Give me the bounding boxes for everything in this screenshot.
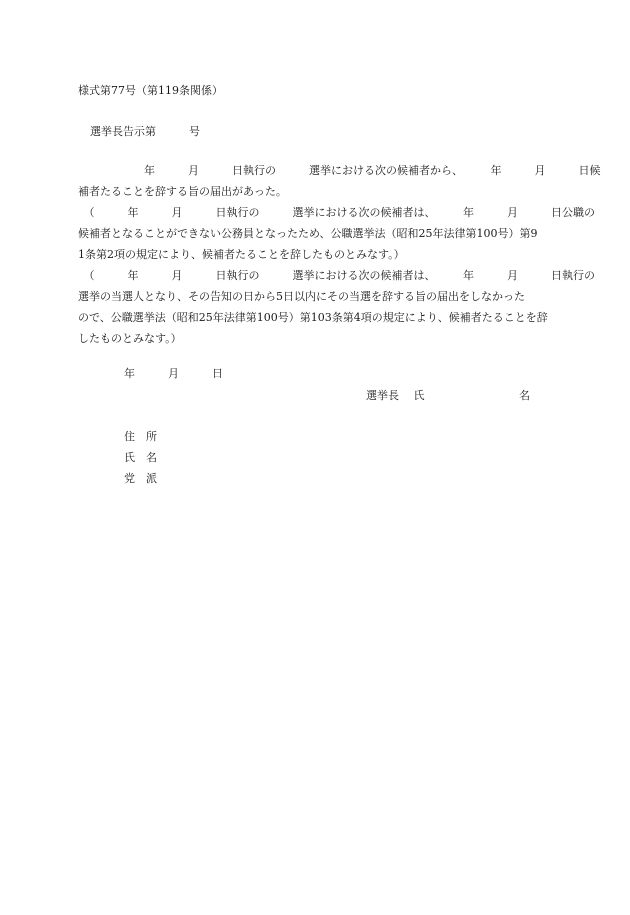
paragraph-withdrawal-notice xyxy=(78,160,601,202)
paragraph3-line4: したものとみなす。） xyxy=(78,332,182,345)
date-line: 年 月 日 xyxy=(124,367,223,380)
paragraph2-line2: 候補者となることができない公務員となったため、公職選挙法（昭和25年法律第100号）第9 xyxy=(78,227,538,240)
form-title: 様式第77号（第119条関係） xyxy=(78,84,223,97)
paragraph2-line1: （ 年 月 日執行の 選挙における次の候補者は、 年 月 日公職の xyxy=(78,206,595,219)
paragraph3-line2: 選挙の当選人となり、その告知の日から5日以内にその当選を辞する旨の届出をしなかった xyxy=(78,290,525,303)
paragraph-elected-elsewhere xyxy=(78,265,595,349)
field-party-label: 党 派 xyxy=(124,472,157,485)
paragraph1-line1: 年 月 日執行の 選挙における次の候補者から、 年 月 日候 xyxy=(78,164,601,177)
notice-number: 選挙長告示第 号 xyxy=(90,125,200,138)
paragraph2-line3: 1条第2項の規定により、候補者たることを辞したものとみなす。） xyxy=(78,248,405,261)
paragraph3-line1: （ 年 月 日執行の 選挙における次の候補者は、 年 月 日執行の xyxy=(78,269,595,282)
paragraph3-line3: ので、公職選挙法（昭和25年法律第100号）第103条第4項の規定により、候補者たることを辞 xyxy=(78,311,548,324)
paragraph-ineligible-official xyxy=(78,202,595,265)
paragraph1-line2: 補者たることを辞する旨の届出があった。 xyxy=(78,185,287,198)
signature-name-suffix: 名 xyxy=(519,389,530,402)
signature-office: 選挙長 氏 xyxy=(366,389,425,402)
field-name-label: 氏 名 xyxy=(124,451,157,464)
field-address-label: 住 所 xyxy=(124,430,157,443)
